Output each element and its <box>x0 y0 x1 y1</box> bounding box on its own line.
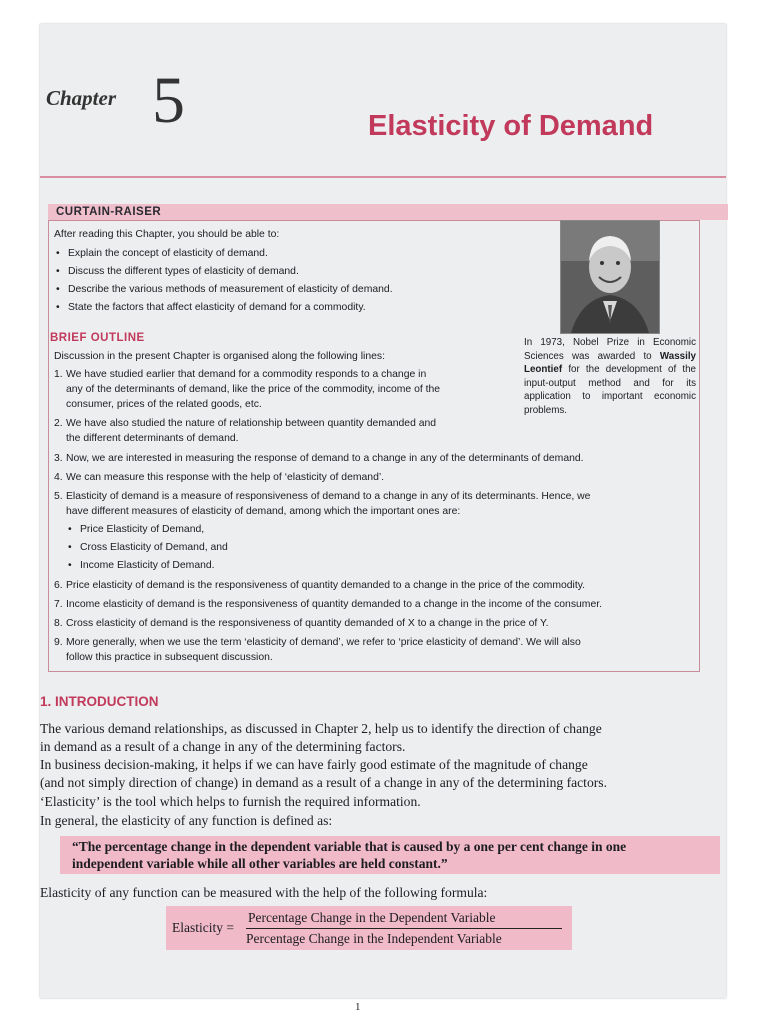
outline-intro: Discussion in the present Chapter is organised along the following lines: <box>54 351 385 362</box>
definition-callout <box>60 836 720 874</box>
objective-item: • Discuss the different types of elasticity of demand. <box>68 264 299 279</box>
textbook-page <box>40 24 726 998</box>
intro-line: In business decision-making, it helps if we can have fairly good estimate of the magnitude of change <box>40 757 588 772</box>
introduction-heading: 1. INTRODUCTION <box>40 694 159 709</box>
outline-number: 3. <box>54 453 63 464</box>
outline-number: 6. <box>54 580 63 591</box>
outline-line: follow this practice in subsequent discussion. <box>66 652 273 663</box>
fraction-bar <box>246 928 562 929</box>
outline-subitem: • Income Elasticity of Demand. <box>80 558 215 573</box>
outline-line: More generally, when we use the term ‘elasticity of demand’, we refer to ‘price elasticity of demand’. We will also <box>66 637 581 648</box>
outline-line: any of the determinants of demand, like the price of the commodity, income of the <box>66 384 441 395</box>
definition-line: “The percentage change in the dependent variable that is caused by a one per cent change in one <box>72 839 627 854</box>
elasticity-formula <box>166 906 572 950</box>
intro-line: In general, the elasticity of any function is defined as: <box>40 813 333 828</box>
outline-number: 4. <box>54 472 63 483</box>
formula-intro: Elasticity of any function can be measured with the help of the following formula: <box>40 885 488 900</box>
outline-line: Price elasticity of demand is the responsiveness of quantity demanded to a change in the price of the commodity. <box>66 580 586 591</box>
objectives-intro: After reading this Chapter, you should be able to: <box>54 229 280 240</box>
outline-line: have different measures of elasticity of demand, among which the important ones are: <box>66 506 461 517</box>
objective-item: • State the factors that affect elasticity of demand for a commodity. <box>68 300 366 315</box>
formula-label: Elasticity = <box>172 920 234 935</box>
chapter-title: Elasticity of Demand <box>368 110 654 142</box>
intro-line: in demand as a result of a change in any of the determining factors. <box>40 739 406 754</box>
brief-outline-heading: BRIEF OUTLINE <box>50 332 145 344</box>
outline-line: Income elasticity of demand is the responsiveness of quantity demanded to a change in the income of the consumer. <box>66 599 603 610</box>
intro-line: The various demand relationships, as discussed in Chapter 2, help us to identify the direction of change <box>40 721 602 736</box>
title-rule <box>40 176 726 178</box>
formula-denominator: Percentage Change in the Independent Variable <box>246 931 502 946</box>
leontief-portrait <box>560 220 660 334</box>
outline-number: 2. <box>54 418 63 429</box>
photo-caption: In 1973, Nobel Prize in Economic Sciences was awarded to Wassily Leontief for the development of the input-output method and for its application to important economic problems. <box>524 337 697 416</box>
outline-subitem: • Cross Elasticity of Demand, and <box>80 540 228 555</box>
outline-line: We have studied earlier that demand for a commodity responds to a change in <box>66 369 427 380</box>
outline-line: Now, we are interested in measuring the response of demand to a change in any of the determinants of demand. <box>66 453 584 464</box>
outline-number: 7. <box>54 599 63 610</box>
outline-line: the different determinants of demand. <box>66 433 239 444</box>
outline-number: 5. <box>54 491 63 502</box>
definition-line: independent variable while all other variables are held constant.” <box>72 856 448 871</box>
outline-line: consumer, prices of the related goods, etc. <box>66 399 262 410</box>
intro-line: (and not simply direction of change) in demand as a result of a change in any of the determining factors. <box>40 775 607 790</box>
outline-subitem: • Price Elasticity of Demand, <box>80 522 204 537</box>
intro-line: ‘Elasticity’ is the tool which helps to furnish the required information. <box>40 794 421 809</box>
chapter-label: Chapter <box>46 86 117 110</box>
objective-item: • Describe the various methods of measurement of elasticity of demand. <box>68 282 393 297</box>
outline-number: 8. <box>54 618 63 629</box>
outline-number: 1. <box>54 369 63 380</box>
formula-numerator: Percentage Change in the Dependent Variable <box>248 910 496 925</box>
outline-line: Elasticity of demand is a measure of responsiveness of demand to a change in any of its determinants. Hence, we <box>66 491 591 502</box>
outline-number: 9. <box>54 637 63 648</box>
page-number: 1 <box>355 1001 361 1013</box>
outline-line: We can measure this response with the help of ‘elasticity of demand’. <box>66 472 385 483</box>
objective-item: • Explain the concept of elasticity of demand. <box>68 246 268 261</box>
outline-line: Cross elasticity of demand is the responsiveness of quantity demanded of X to a change in the price of Y. <box>66 618 549 629</box>
curtain-raiser-heading: CURTAIN-RAISER <box>48 204 728 220</box>
outline-line: We have also studied the nature of relationship between quantity demanded and <box>66 418 437 429</box>
chapter-number: 5 <box>152 64 185 137</box>
